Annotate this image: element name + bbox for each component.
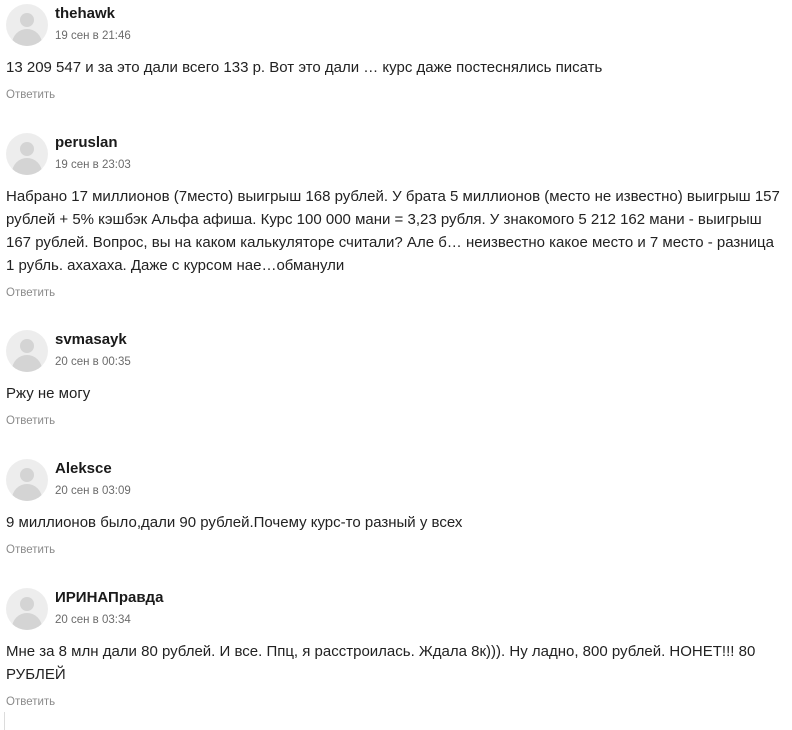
comment-date[interactable]: 20 сен в 03:34 — [55, 614, 131, 626]
comment-text: 13 209 547 и за это дали всего 133 р. Вот это дали … курс даже постеснялись писать — [6, 59, 603, 76]
comment-date[interactable]: 19 сен в 21:46 — [55, 30, 131, 42]
comment-author[interactable]: Alekscе — [55, 460, 112, 477]
comment-header — [6, 4, 786, 48]
comment-author[interactable]: thehawk — [55, 5, 116, 22]
comment-item — [6, 459, 786, 558]
reply-button[interactable]: Ответить — [6, 287, 56, 299]
comment-text: 9 миллионов было,дали 90 рублей.Почему курс-то разный у всех — [6, 514, 463, 531]
avatar[interactable] — [6, 133, 48, 175]
thread-line — [4, 712, 5, 730]
avatar-placeholder-icon — [20, 142, 34, 156]
avatar[interactable] — [6, 4, 48, 46]
avatar-placeholder-icon — [20, 13, 34, 27]
comment-header — [6, 588, 786, 632]
comment-item — [6, 133, 786, 301]
avatar[interactable] — [6, 588, 48, 630]
avatar[interactable] — [6, 459, 48, 501]
comment-item — [6, 4, 786, 103]
reply-button[interactable]: Ответить — [6, 544, 56, 556]
comment-date[interactable]: 19 сен в 23:03 — [55, 159, 131, 171]
comment-author[interactable]: peruslan — [55, 134, 118, 151]
comment-header — [6, 330, 786, 374]
comment-text: Набрано 17 миллионов (7место) выигрыш 168 рублей. У брата 5 миллионов (место не известно) выигрыш 157 рублей + 5% кэшбэк Альфа афиша. Курс 100 000 мани = 3,23 рубля. У знакомого 5 212 162 мани - выигрыш 167 рублей. Вопрос, вы на каком калькуляторе считали? Але б… неизвестно какое место и 7 место - разница 1 рубль. ахахаха. Даже с курсом нае…обманули — [6, 188, 780, 274]
avatar-placeholder-icon — [20, 339, 34, 353]
comment-header — [6, 459, 786, 503]
reply-button[interactable]: Ответить — [6, 696, 56, 708]
reply-button[interactable]: Ответить — [6, 89, 56, 101]
comment-item — [6, 330, 786, 429]
comment-item — [6, 588, 786, 710]
avatar[interactable] — [6, 330, 48, 372]
comment-text: Ржу не могу — [6, 385, 91, 402]
avatar-placeholder-icon — [20, 597, 34, 611]
comment-date[interactable]: 20 сен в 03:09 — [55, 485, 131, 497]
comment-author[interactable]: ИРИНАПравда — [55, 589, 164, 606]
avatar-placeholder-icon — [20, 468, 34, 482]
comment-date[interactable]: 20 сен в 00:35 — [55, 356, 131, 368]
comment-author[interactable]: svmasayk — [55, 331, 127, 348]
comment-header — [6, 133, 786, 177]
reply-button[interactable]: Ответить — [6, 415, 56, 427]
comment-text: Мне за 8 млн дали 80 рублей. И все. Ппц, я расстроилась. Ждала 8к))). Ну ладно, 800 рублей. НОНЕТ!!! 80 РУБЛЕЙ — [6, 643, 756, 683]
